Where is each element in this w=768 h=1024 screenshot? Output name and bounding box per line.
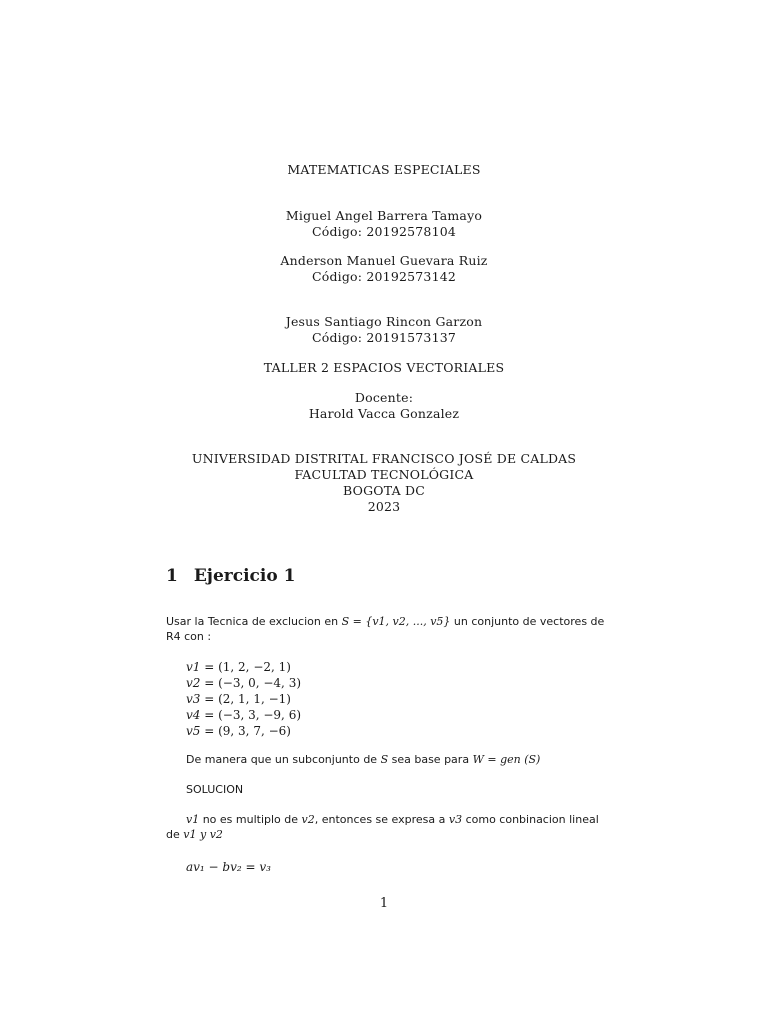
page-number: 1 [379,896,389,911]
author-name: Anderson Manuel Guevara Ruiz [280,253,488,268]
author-code: Código: 20192578104 [311,224,457,239]
reason-text-5: y [196,828,210,841]
vector-name: v3 [186,692,201,706]
reason-text-1: no es multiplo de [199,813,302,826]
reason-v2: v2 [301,813,315,826]
reason-v1: v1 [186,813,200,826]
subset-W: W [472,753,484,766]
vector-name: v4 [186,708,201,722]
city-name: BOGOTA DC [343,483,425,498]
workshop-title: TALLER 2 ESPACIOS VECTORIALES [263,360,505,375]
course-title: MATEMATICAS ESPECIALES [287,162,481,177]
author-block-2 [0,253,768,285]
reason-v2-b: v2 [209,828,223,841]
subset-eq: = [483,753,501,766]
vector-item [186,723,291,739]
institution-block [0,451,768,515]
equation [186,859,271,875]
author-block-3 [0,314,768,346]
vector-value: = (−3, 3, −9, 6) [200,708,302,722]
vector-name: v5 [186,724,201,738]
vector-name: v1 [186,660,201,674]
intro-paragraph [166,614,606,644]
intro-text-line2: R4 con : [166,630,212,643]
subset-text-pre: De manera que un subconjunto de [186,753,381,766]
solution-label [186,782,626,797]
vector-value: = (9, 3, 7, −6) [200,724,291,738]
title-block [0,162,768,178]
subset-text-mid: sea base para [388,753,473,766]
author-name: Miguel Angel Barrera Tamayo [285,208,483,223]
year: 2023 [367,499,401,514]
section-number: 1 [166,566,178,586]
reason-text-3: como conbinacion lineal [462,813,599,826]
author-code: Código: 20191573137 [311,330,457,345]
section-heading [166,566,295,586]
reason-text-2: , entonces se expresa a [314,813,449,826]
teacher-name: Harold Vacca Gonzalez [308,406,460,421]
intro-text-pre: Usar la Tecnica de exclucion en [166,615,342,628]
section-title: Ejercicio 1 [193,566,296,586]
subset-post: (S) [520,753,541,766]
reason-v1-b: v1 [183,828,197,841]
vector-name: v2 [186,676,201,690]
equation-text: av₁ − bv₂ = v₃ [186,860,271,874]
teacher-label: Docente: [354,390,414,405]
faculty-name: FACULTAD TECNOLÓGICA [294,467,474,482]
reason-text-4: de [166,828,184,841]
intro-text-post: un conjunto de vectores de [450,615,605,628]
vector-item [186,707,301,723]
vector-value: = (2, 1, 1, −1) [200,692,291,706]
vector-item [186,691,291,707]
teacher-block [0,390,768,422]
author-code: Código: 20192573142 [311,269,457,284]
vector-item [186,659,291,675]
author-name: Jesus Santiago Rincon Garzon [285,314,483,329]
solution-text: SOLUCION [186,783,244,796]
intro-set: S = {v1, v2, ..., v5} [341,615,451,628]
subset-S: S [380,753,389,766]
reasoning-paragraph [166,812,606,842]
workshop-block [0,360,768,376]
reason-v3: v3 [448,813,463,826]
vector-item [186,675,301,691]
university-name: UNIVERSIDAD DISTRITAL FRANCISCO JOSÉ DE CALDAS [191,451,577,466]
subset-gen: gen [500,753,521,766]
vector-value: = (−3, 0, −4, 3) [200,676,302,690]
subset-statement [186,752,626,767]
vector-value: = (1, 2, −2, 1) [200,660,291,674]
author-block-1 [0,208,768,240]
